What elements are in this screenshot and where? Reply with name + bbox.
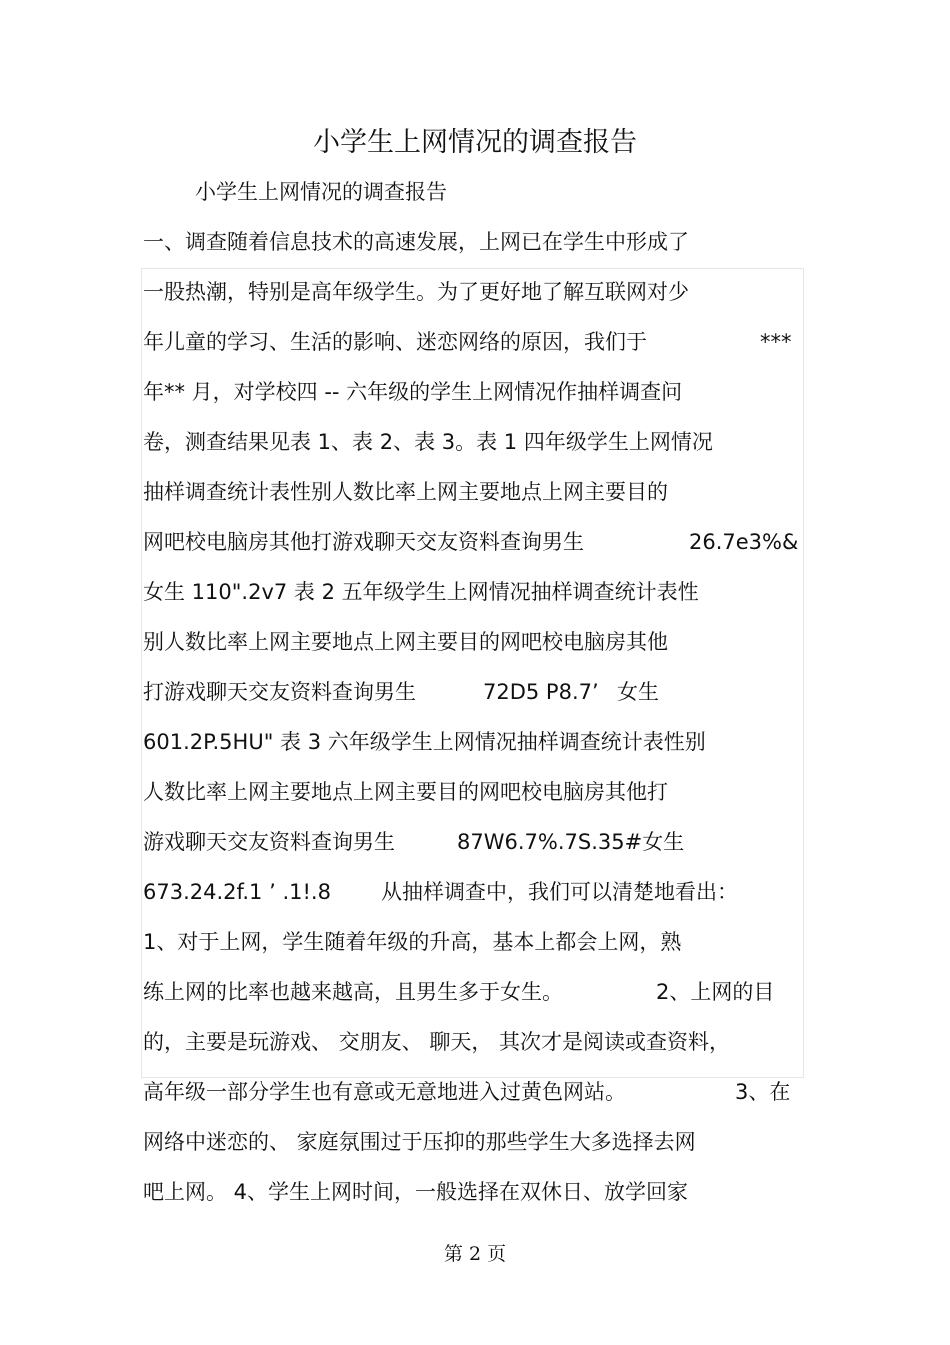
body-line: 打游戏聊天交友资料查询男生 72D5 P8.7’ 女生	[143, 672, 803, 712]
body-fragment: ***	[760, 330, 792, 354]
body-line: 1、对于上网，学生随着年级的升高，基本上都会上网，熟	[143, 930, 682, 954]
document-title: 小学生上网情况的调查报告	[313, 127, 637, 158]
body-line: 人数比率上网主要地点上网主要目的网吧校电脑房其他打	[143, 780, 668, 804]
body-fragment: 87W6.7%.7S.35#女生	[457, 830, 685, 854]
body-line: 别人数比率上网主要地点上网主要目的网吧校电脑房其他	[143, 630, 668, 654]
body-line: 673.24.2f.1 ’ .1!.8 从抽样调查中，我们可以清楚地看出：	[143, 872, 803, 912]
body-line: 年儿童的学习、生活的影响、迷恋网络的原因，我们于 ***	[143, 322, 803, 362]
body-fragment: 72D5 P8.7’	[483, 680, 599, 704]
body-line: 游戏聊天交友资料查询男生 87W6.7%.7S.35#女生	[143, 822, 803, 862]
body-line: 一、调查随着信息技术的高速发展，上网已在学生中形成了	[143, 230, 689, 254]
body-line: 年** 月，对学校四 -- 六年级的学生上网情况作抽样调查问	[143, 380, 683, 404]
page-number: 第 2 页	[443, 1243, 507, 1265]
body-line: 练上网的比率也越来越高，且男生多于女生。 2、上网的目	[143, 972, 803, 1012]
body-line: 一股热潮，特别是高年级学生。为了更好地了解互联网对少	[143, 280, 689, 304]
body-fragment: 26.7e3%&	[689, 530, 799, 554]
body-fragment: 女生	[617, 680, 659, 704]
body-line: 高年级一部分学生也有意或无意地进入过黄色网站。 3、在	[143, 1072, 803, 1112]
body-fragment: 2、上网的目	[656, 980, 775, 1004]
body-fragment: 3、在	[735, 1080, 791, 1104]
body-line: 的，主要是玩游戏、 交朋友、 聊天， 其次才是阅读或查资料，	[143, 1030, 731, 1054]
document-subtitle: 小学生上网情况的调查报告	[195, 180, 447, 204]
body-line: 女生 110".2v7 表 2 五年级学生上网情况抽样调查统计表性	[143, 580, 699, 604]
body-fragment: 从抽样调查中，我们可以清楚地看出：	[381, 880, 738, 904]
body-line: 网络中迷恋的、 家庭氛围过于压抑的那些学生大多选择去网	[143, 1130, 696, 1154]
body-line: 抽样调查统计表性别人数比率上网主要地点上网主要目的	[143, 480, 668, 504]
body-line: 吧上网。 4、学生上网时间，一般选择在双休日、放学回家	[143, 1180, 689, 1204]
body-line: 601.2P.5HU" 表 3 六年级学生上网情况抽样调查统计表性别	[143, 730, 706, 754]
body-line: 卷，测查结果见表 1、表 2、表 3。表 1 四年级学生上网情况	[143, 430, 713, 454]
body-line: 网吧校电脑房其他打游戏聊天交友资料查询男生 26.7e3%&	[143, 522, 803, 562]
